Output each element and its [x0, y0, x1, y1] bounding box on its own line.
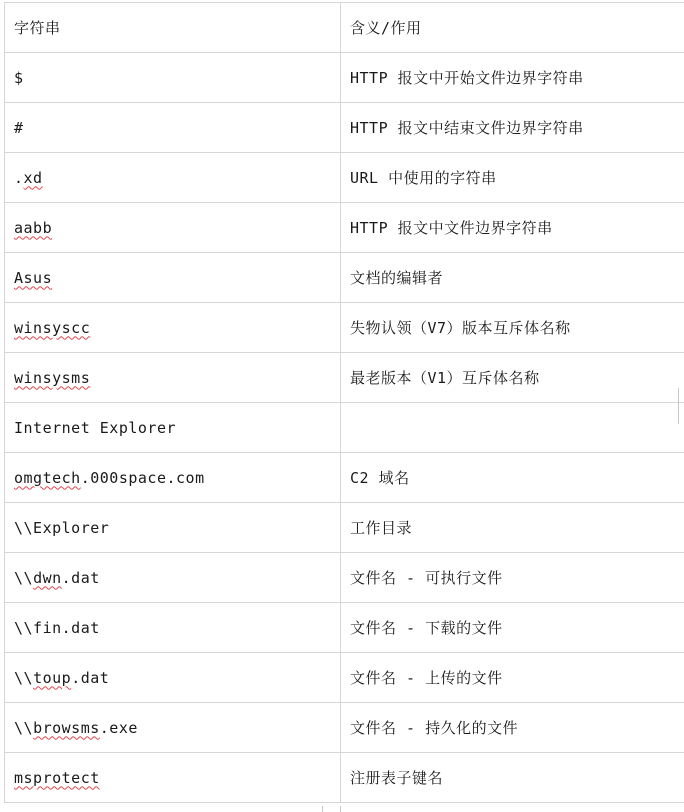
- bottom-margin-tick: [322, 806, 323, 812]
- string-value: $: [14, 68, 24, 87]
- meaning-cell: HTTP 报文中开始文件边界字符串: [341, 53, 684, 103]
- string-cell: [5, 203, 341, 253]
- meaning-cell: 文件名 - 上传的文件: [341, 653, 684, 703]
- string-value: \\Explorer: [14, 518, 110, 537]
- table-row: [5, 203, 684, 253]
- string-value: xd: [23, 168, 43, 187]
- meaning-cell: 最老版本（V1）互斥体名称: [341, 353, 684, 403]
- string-cell: [5, 603, 341, 653]
- string-value: winsysms: [14, 368, 91, 387]
- string-value: dwn: [33, 568, 62, 587]
- string-value: \\fin.dat: [14, 618, 100, 637]
- meaning-cell: 文件名 - 可执行文件: [341, 553, 684, 603]
- meaning-cell: HTTP 报文中结束文件边界字符串: [341, 103, 684, 153]
- meaning-cell: 注册表子键名: [341, 753, 684, 803]
- string-value: aabb: [14, 218, 53, 237]
- meaning-cell: 工作目录: [341, 503, 684, 553]
- string-cell: [5, 153, 341, 203]
- string-suffix: .000space.com: [80, 468, 205, 487]
- table-row: [5, 753, 684, 803]
- string-cell: [5, 253, 341, 303]
- meaning-cell: 文件名 - 持久化的文件: [341, 703, 684, 753]
- strings-table: [4, 2, 684, 803]
- string-value: msprotect: [14, 768, 100, 787]
- meaning-cell: 文件名 - 下载的文件: [341, 603, 684, 653]
- string-cell: [5, 303, 341, 353]
- page-margin-marker: [678, 388, 684, 424]
- string-value: Internet Explorer: [14, 418, 177, 437]
- table-row: [5, 153, 684, 203]
- string-prefix: \\: [14, 718, 34, 737]
- string-cell: [5, 753, 341, 803]
- table-row: [5, 503, 684, 553]
- table-row: [5, 403, 684, 453]
- string-prefix: \\: [14, 568, 34, 587]
- meaning-cell: HTTP 报文中文件边界字符串: [341, 203, 684, 253]
- table-row: [5, 453, 684, 503]
- meaning-cell: [341, 403, 684, 453]
- string-prefix: .: [14, 168, 24, 187]
- table-row: [5, 53, 684, 103]
- string-value: winsyscc: [14, 318, 91, 337]
- string-cell: [5, 453, 341, 503]
- string-cell: [5, 103, 341, 153]
- table-row: [5, 303, 684, 353]
- header-cell-string: 字符串: [5, 3, 341, 53]
- string-value: toup: [33, 668, 72, 687]
- table-body: [5, 3, 684, 803]
- string-cell: [5, 703, 341, 753]
- string-cell: [5, 353, 341, 403]
- table-row: [5, 353, 684, 403]
- meaning-cell: 文档的编辑者: [341, 253, 684, 303]
- string-cell: [5, 653, 341, 703]
- table-row: [5, 603, 684, 653]
- string-value: browsms: [33, 718, 100, 737]
- bottom-margin-tick: [340, 806, 341, 812]
- string-prefix: \\: [14, 668, 34, 687]
- string-value: #: [14, 118, 24, 137]
- string-suffix: .exe: [99, 718, 138, 737]
- table-row: [5, 553, 684, 603]
- string-cell: [5, 503, 341, 553]
- string-suffix: .dat: [61, 568, 100, 587]
- table-row: [5, 103, 684, 153]
- meaning-cell: 失物认领（V7）版本互斥体名称: [341, 303, 684, 353]
- string-value: Asus: [14, 268, 53, 287]
- table-row: [5, 253, 684, 303]
- table-row: [5, 703, 684, 753]
- string-cell: [5, 553, 341, 603]
- string-suffix: .dat: [71, 668, 110, 687]
- table-row: [5, 653, 684, 703]
- string-cell: [5, 53, 341, 103]
- table-header-row: [5, 3, 684, 53]
- meaning-cell: C2 域名: [341, 453, 684, 503]
- header-cell-meaning: 含义/作用: [341, 3, 684, 53]
- string-value: omgtech: [14, 468, 81, 487]
- meaning-cell: URL 中使用的字符串: [341, 153, 684, 203]
- string-cell: [5, 403, 341, 453]
